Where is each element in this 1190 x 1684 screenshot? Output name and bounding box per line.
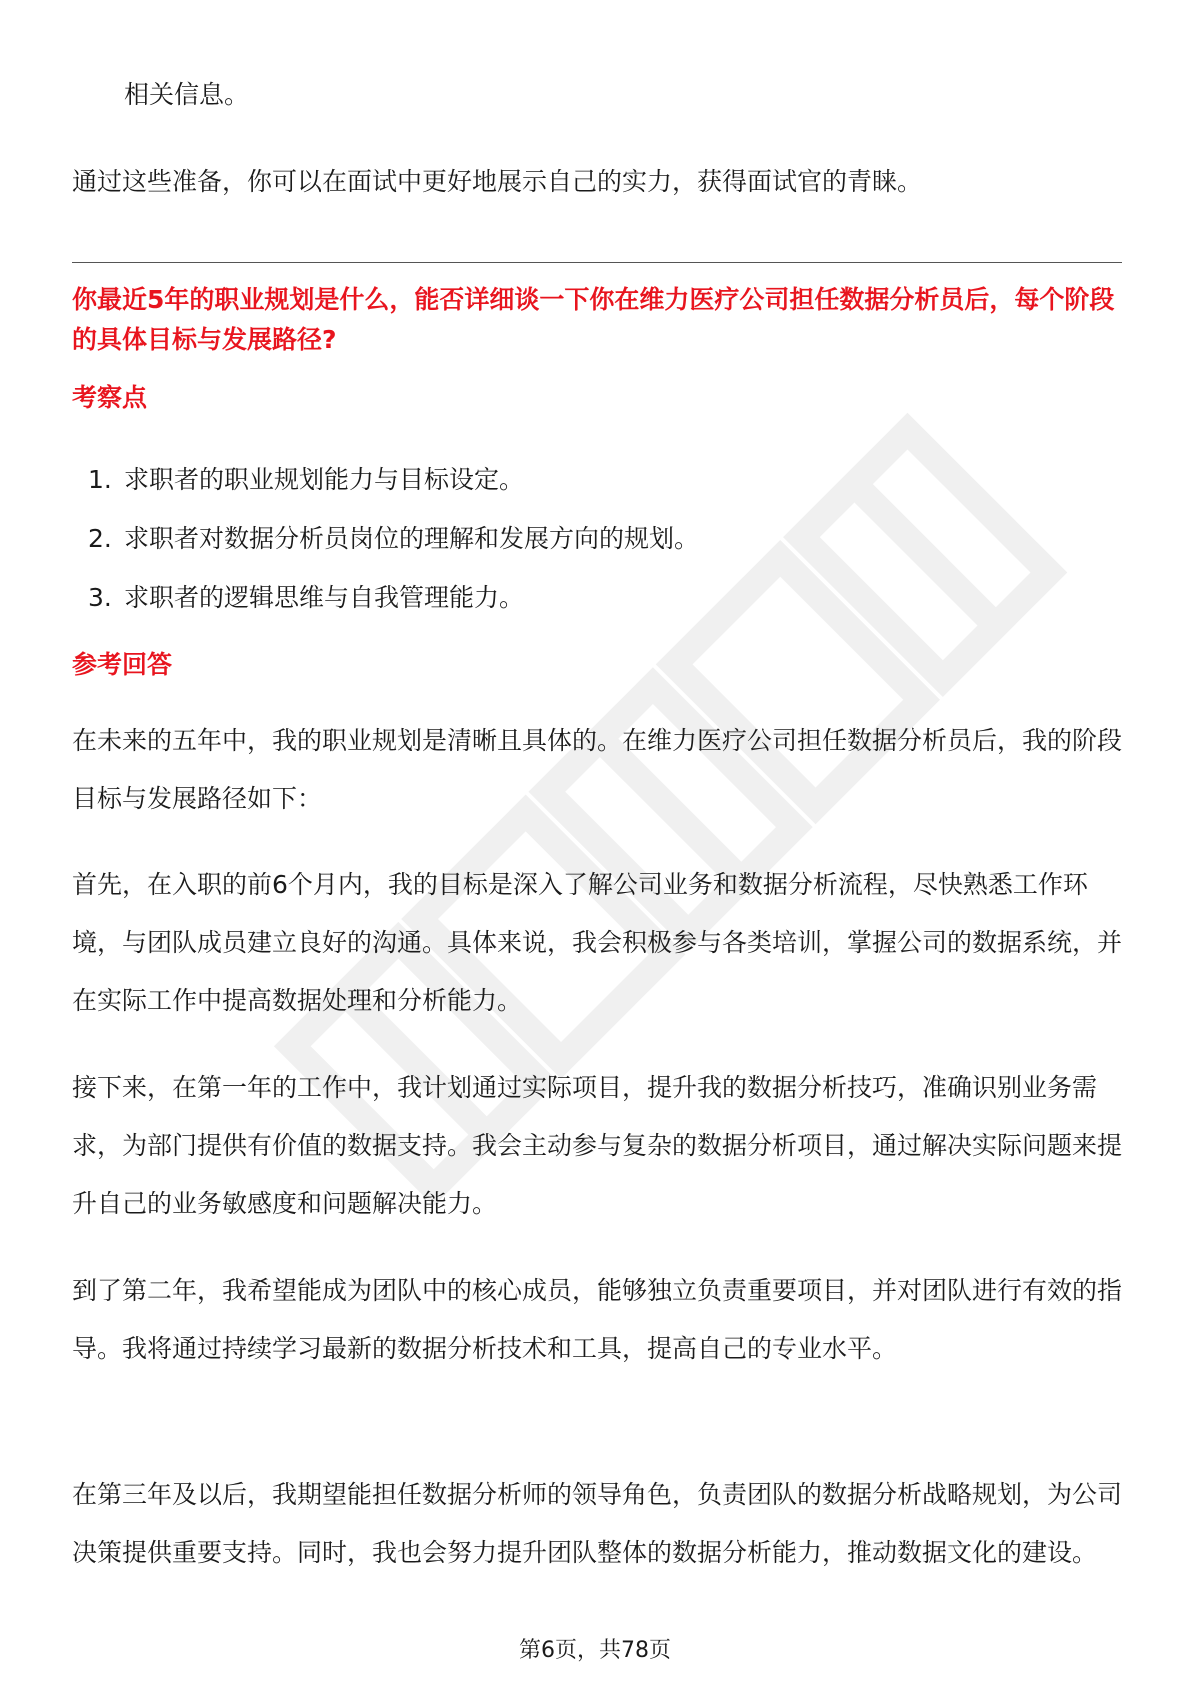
answer-paragraph: 到了第二年，我希望能成为团队中的核心成员，能够独立负责重要项目，并对团队进行有效的指导。我将通过持续学习最新的数据分析技术和工具，提高自己的专业水平。 <box>72 1276 1123 1363</box>
list-item <box>72 450 699 509</box>
points-list <box>72 450 699 627</box>
list-item-text: 求职者的职业规划能力与目标设定。 <box>124 465 525 494</box>
question-title: 你最近5年的职业规划是什么，能否详细谈一下你在维力医疗公司担任数据分析员后，每个阶段的具体目标与发展路径? <box>72 285 1115 354</box>
answer-paragraph: 接下来，在第一年的工作中，我计划通过实际项目，提升我的数据分析技巧，准确识别业务需求，为部门提供有价值的数据支持。我会主动参与复杂的数据分析项目，通过解决实际问题来提升自己的业务敏感度和问题解决能力。 <box>72 1073 1123 1218</box>
continuation-line: 相关信息。 <box>124 80 250 109</box>
answer-paragraph: 在未来的五年中，我的职业规划是清晰且具体的。在维力医疗公司担任数据分析员后，我的阶段目标与发展路径如下： <box>72 726 1123 813</box>
list-item-text: 求职者对数据分析员岗位的理解和发展方向的规划。 <box>124 524 700 553</box>
list-item <box>72 568 699 627</box>
page-number-footer: 第6页，共78页 <box>519 1638 671 1663</box>
list-item-number: 1. <box>88 465 112 494</box>
points-heading: 考察点 <box>72 383 148 412</box>
list-item <box>72 509 699 568</box>
answer-paragraph: 在第三年及以后，我期望能担任数据分析师的领导角色，负责团队的数据分析战略规划，为公司决策提供重要支持。同时，我也会努力提升团队整体的数据分析能力，推动数据文化的建设。 <box>72 1480 1123 1567</box>
list-item-number: 2. <box>88 524 112 553</box>
section-divider <box>72 262 1122 263</box>
list-item-text: 求职者的逻辑思维与自我管理能力。 <box>124 583 525 612</box>
closing-line: 通过这些准备，你可以在面试中更好地展示自己的实力，获得面试官的青睐。 <box>72 167 923 196</box>
list-item-number: 3. <box>88 583 112 612</box>
answer-paragraph: 首先，在入职的前6个月内，我的目标是深入了解公司业务和数据分析流程，尽快熟悉工作环境，与团队成员建立良好的沟通。具体来说，我会积极参与各类培训，掌握公司的数据系统，并在实际工作中提高数据处理和分析能力。 <box>72 870 1123 1015</box>
answer-heading: 参考回答 <box>72 650 173 679</box>
